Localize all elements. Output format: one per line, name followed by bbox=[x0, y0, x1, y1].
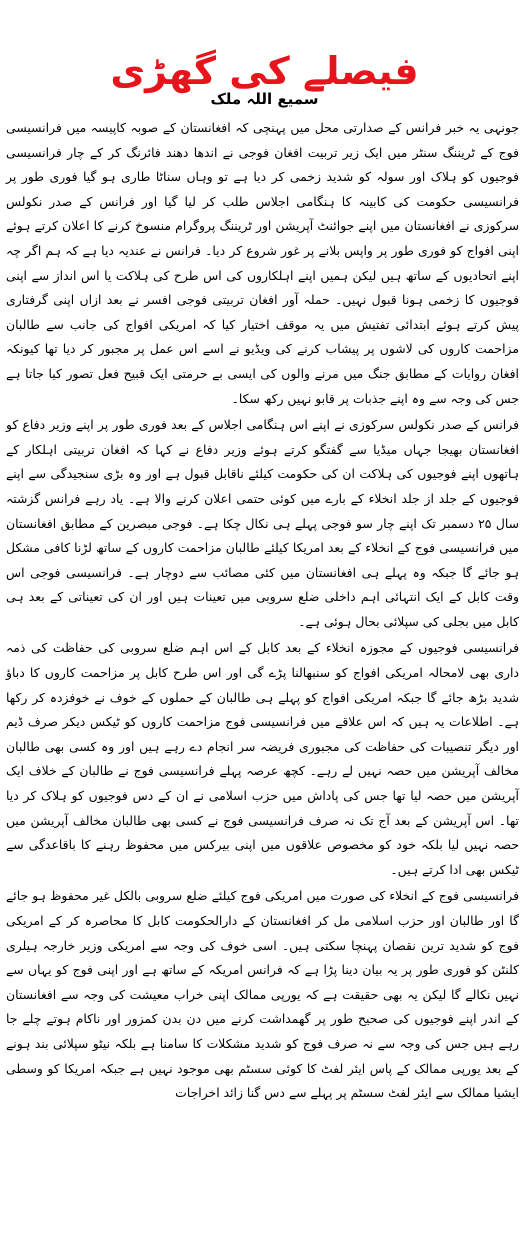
paragraph: جونہی یہ خبر فرانس کے صدارتی محل میں پہنچی کہ افغانستان کے صوبہ کاپیسہ میں فرانسیسی فوج کے ٹریننگ سنٹر میں ایک زیر تربیت افغان فوجی نے اندھا دھند فائرنگ کر کے چار فرانسیسی فوجیوں کو ہلاک اور سولہ کو شدید زخمی کر دیا ہے تو وہاں سناٹا طاری ہو گیا فوری طور پر فرانسیسی حکومت کی کابینہ کا ہنگامی اجلاس طلب کر لیا گیا اور فرانس کے صدر نکولس سرکوزی نے افغانستان میں اپنے جوائنٹ آپریشن اور ٹریننگ پروگرام منسوخ کرنے کا اعلان کرتے ہوئے اپنی افواج کو فوری طور پر واپس بلانے پر غور شروع کر دیا۔ فرانس نے عندیہ دیا ہے کہ ہم اگر چہ اپنے اتحادیوں کے ساتھ ہیں لیکن ہمیں اپنے اہلکاروں کی اس طرح کی ہلاکت یا اس انداز سے اپنی فوجیوں کا زخمی ہونا قبول نہیں۔ حملہ آور افغان تربیتی فوجی افسر نے بعد ازاں اپنی گرفتاری پیش کرتے ہوئے ابتدائی تفتیش میں یہ موقف اختیار کیا کہ امریکی افواج کی جانب سے طالبان مزاحمت کاروں کی لاشوں پر پیشاب کرنے کی ویڈیو نے اسے اس عمل پر مجبور کر دیا تھا کیونکہ افغان روایات کے مطابق جنگ میں مرنے والوں کی ایسی بے حرمتی ایک قبیح فعل تصور کیا جاتا ہے جس کی وجہ سے وہ اپنے جذبات پر قابو نہیں رکھ سکا۔ bbox=[6, 120, 519, 406]
article-title: فیصلے کی گھڑی bbox=[110, 49, 419, 94]
paragraph: فرانسیسی فوج کے انخلاء کی صورت میں امریکی فوج کیلئے ضلع سروبی بالکل غیر محفوظ ہو جائے گا اور طالبان اور حزب اسلامی مل کر افغانستان کے دارالحکومت کابل کا محاصرہ کر کے امریکی فوج کو شدید ترین نقصان پہنچا سکتی ہیں۔ اسی خوف کی وجہ سے امریکی وزیر خارجہ ہیلری کلنٹن کو فوری طور پر یہ بیان دینا پڑا ہے کہ فرانس امریکہ کے ساتھ ہے اور اپنی فوج کو یہاں سے نہیں نکالے گا لیکن یہ بھی حقیقت ہے کہ یورپی ممالک اپنی خراب معیشت کی وجہ سے افغانستان کے اندر اپنے فوجیوں کی صحیح طور پر گھمداشت کرنے میں دن بدن کمزور اور ناکام ہوتے چلے جا رہے ہیں جس کی وجہ سے نہ صرف فوج کو شدید مشکلات کا سامنا ہے بلکہ نیٹو سپلائی بند ہونے کے بعد یورپی ممالک کے پاس ایئر لفٹ کا کوئی سسٹم بھی موجود نہیں ہے جبکہ امریکا کو وسطی ایشیا ممالک سے ایئر لفٹ سسٹم پر پہلے سے دس گنا زائد اخراجات bbox=[6, 888, 519, 1101]
author-byline: سمیع اللہ ملک bbox=[210, 90, 319, 108]
article-body bbox=[6, 116, 519, 1106]
paragraph: فرانسیسی فوجیوں کے مجوزہ انخلاء کے بعد کابل کے اس اہم ضلع سروبی کی حفاظت کی ذمہ داری بھی لامحالہ امریکی افواج کو سنبھالنا پڑے گی اور اس طرح کابل پر مزاحمت کاروں کا دباؤ شدید بڑھ جائے گا جبکہ امریکی افواج کو پہلے ہی طالبان کے حملوں کے خوف نے خوفزدہ کر رکھا ہے۔ اطلاعات یہ ہیں کہ اس علاقے میں فرانسیسی فوج مزاحمت کاروں کو ٹیکس دیکر صرف ڈیم اور دیگر تنصیبات کی حفاظت کی مجبوری فریضہ سر انجام دے رہے ہیں اور وہ کسی بھی طالبان مخالف آپریشن میں حصہ نہیں لے رہے۔ کچھ عرصہ پہلے فرانسیسی فوج نے طالبان کے خلاف ایک آپریشن میں حصہ لیا تھا جس کی پاداش میں حزب اسلامی نے ان کے دس فوجیوں کو ہلاک کر دیا تھا۔ اس آپریشن کے بعد آج تک نہ صرف فرانسیسی فوج نے کسی بھی طالبان مخالف آپریشن میں حصہ نہیں لیا بلکہ خود کو مخصوص علاقوں میں اپنی بیرکس میں محفوظ رہنے کا باقاعدگی سے ٹیکس بھی ادا کرتے ہیں۔ bbox=[6, 640, 519, 877]
paragraph: فرانس کے صدر نکولس سرکوزی نے اپنے اس ہنگامی اجلاس کے بعد فوری طور پر اپنے وزیر دفاع کو افغانستان بھیجا جہاں میڈیا سے گفتگو کرتے ہوئے وزیر دفاع نے کہا کہ افغان تربیتی اہلکار کے ہاتھوں اپنے فوجیوں کی ہلاکت ان کی حکومت کیلئے ناقابل قبول ہے اور وہ بڑی سنجیدگی سے اپنے فوجیوں کے جلد از جلد انخلاء کے بارے میں کوئی حتمی اعلان کرنے والا ہے۔ یاد رہے فرانس گزشتہ سال ۲۵ دسمبر تک اپنے چار سو فوجی پہلے ہی نکال چکا ہے۔ فوجی مبصرین کے مطابق افغانستان میں فرانسیسی فوج کے انخلاء کے بعد امریکا کیلئے طالبان مزاحمت کاروں کے ساتھ لڑنا کافی مشکل ہو جائے گا جبکہ وہ پہلے ہی افغانستان میں کئی مصائب سے دوچار ہے۔ فرانسیسی فوجی اس وقت کابل کے ایک انتہائی اہم داخلی ضلع سروبی میں تعینات ہیں اور ان کی تعیناتی کے بعد ہی کابل میں بجلی کی سپلائی بحال ہوئی ہے۔ bbox=[6, 417, 519, 629]
